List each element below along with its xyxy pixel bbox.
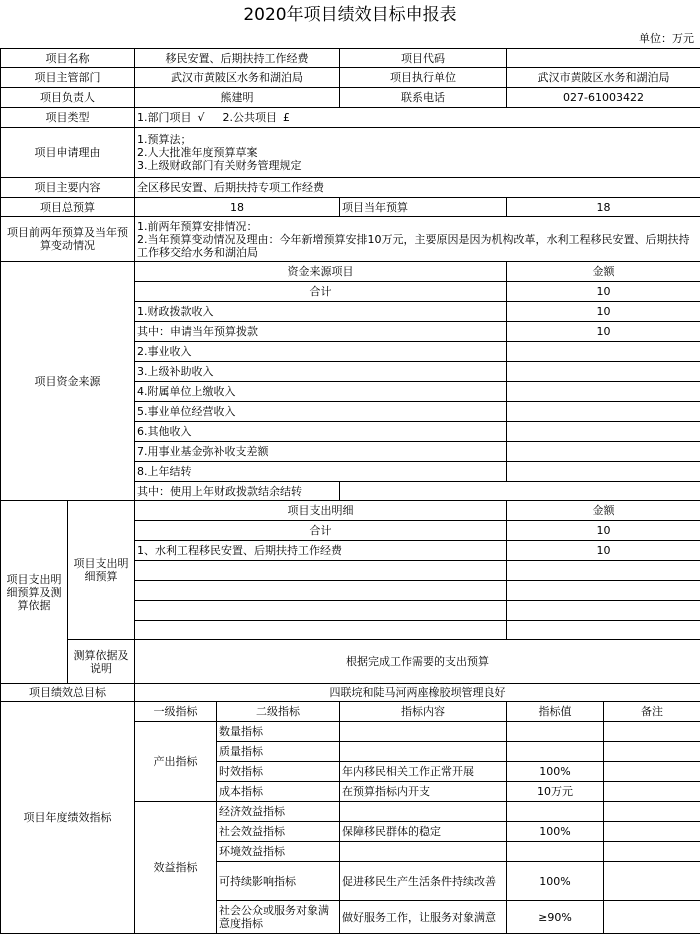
perf-indicator-value: 100%	[507, 862, 604, 901]
funding-item-amount: 10	[507, 302, 700, 322]
row-leader	[1, 88, 700, 108]
funding-item-label: 2.事业收入	[135, 342, 507, 362]
dept-value: 武汉市黄陂区水务和湖泊局	[135, 68, 340, 88]
perf-header-row	[1, 702, 700, 722]
unchecked-box-icon: £	[283, 111, 291, 124]
row-budget	[1, 198, 700, 217]
funding-item-label: 5.事业单位经营收入	[135, 402, 507, 422]
perf-indicator-value: ≥90%	[507, 901, 604, 934]
row-reason	[1, 128, 700, 178]
funding-item-label: 7.用事业基金弥补收支差额	[135, 442, 507, 462]
budget-change-label: 项目前两年预算及当年预算变动情况	[1, 217, 135, 262]
phone-value: 027-61003422	[507, 88, 700, 108]
perf-indicator-value	[507, 722, 604, 742]
funding-item-label: 合计	[135, 282, 507, 302]
type-option-public: 2.公共项目	[222, 111, 278, 124]
content-label: 项目主要内容	[1, 178, 135, 198]
funding-item-label: 8.上年结转	[135, 462, 507, 482]
row-type	[1, 108, 700, 128]
basis-value: 根据完成工作需要的支出预算	[135, 640, 700, 684]
budget-change-value: 1.前两年预算安排情况： 2.当年预算变动情况及理由：今年新增预算安排10万元，主要原因是因为机构改革，水利工程移民安置、后期扶持工作移交给水务和湖泊局	[135, 217, 700, 262]
perf-indicator-value: 10万元	[507, 782, 604, 802]
project-name-value: 移民安置、后期扶持工作经费	[135, 49, 340, 68]
expense-item-label: 1、水利工程移民安置、后期扶持工作经费	[135, 541, 507, 561]
reason-value: 1.预算法； 2.人大批准年度预算草案 3.上级财政部门有关财务管理规定	[135, 128, 700, 178]
output-indicator-label: 产出指标	[135, 722, 217, 802]
benefit-indicator-label: 效益指标	[135, 802, 217, 934]
perf-indicator-name: 可持续影响指标	[217, 862, 340, 901]
perf-indicator-name: 环境效益指标	[217, 842, 340, 862]
funding-item-amount	[507, 462, 700, 482]
funding-item-amount: 10	[507, 322, 700, 342]
perf-header-note: 备注	[604, 702, 700, 722]
funding-item-amount	[507, 442, 700, 462]
checked-mark-icon: √	[197, 111, 205, 124]
funding-item-amount: 10	[507, 282, 700, 302]
leader-label: 项目负责人	[1, 88, 135, 108]
perf-indicator-content	[340, 722, 507, 742]
perf-indicator-name: 经济效益指标	[217, 802, 340, 822]
unit-label: 单位：万元	[639, 32, 694, 45]
perf-section-label: 项目年度绩效指标	[1, 702, 135, 934]
phone-label: 联系电话	[340, 88, 507, 108]
row-project-name	[1, 49, 700, 68]
row-budget-change	[1, 217, 700, 262]
perf-header-content: 指标内容	[340, 702, 507, 722]
perf-indicator-value	[507, 802, 604, 822]
type-option-dept: 1.部门项目	[137, 111, 192, 124]
leader-value: 熊建明	[135, 88, 340, 108]
funding-item-amount	[507, 402, 700, 422]
expense-header-amount: 金额	[507, 501, 700, 521]
funding-header-item: 资金来源项目	[135, 262, 507, 282]
project-code-value	[507, 49, 700, 68]
basis-label: 测算依据及说明	[68, 640, 135, 684]
funding-item-label: 其中：申请当年预算拨款	[135, 322, 507, 342]
perf-header-level2: 二级指标	[217, 702, 340, 722]
funding-item-amount	[340, 482, 700, 501]
expense-total-label: 合计	[135, 521, 507, 541]
expense-header-row	[1, 501, 700, 521]
year-budget-value: 18	[507, 198, 700, 217]
year-budget-label: 项目当年预算	[340, 198, 507, 217]
funding-header-amount: 金额	[507, 262, 700, 282]
perf-indicator-name: 质量指标	[217, 742, 340, 762]
perf-indicator-name: 成本指标	[217, 782, 340, 802]
type-value	[135, 108, 700, 128]
funding-item-label: 1.财政拨款收入	[135, 302, 507, 322]
goal-label: 项目绩效总目标	[1, 684, 135, 702]
project-code-label: 项目代码	[340, 49, 507, 68]
perf-indicator-content: 做好服务工作，让服务对象满意	[340, 901, 507, 934]
dept-label: 项目主管部门	[1, 68, 135, 88]
content-value: 全区移民安置、后期扶持专项工作经费	[135, 178, 700, 198]
perf-header-value: 指标值	[507, 702, 604, 722]
funding-item-label: 4.附属单位上缴收入	[135, 382, 507, 402]
exec-unit-value: 武汉市黄陂区水务和湖泊局	[507, 68, 700, 88]
funding-item-label: 3.上级补助收入	[135, 362, 507, 382]
expense-section-label: 项目支出明细预算及测算依据	[1, 501, 68, 684]
type-label: 项目类型	[1, 108, 135, 128]
goal-row	[1, 684, 700, 702]
perf-indicator-name: 时效指标	[217, 762, 340, 782]
funding-item-amount	[507, 342, 700, 362]
page-title: 2020年项目绩效目标申报表	[243, 5, 457, 25]
expense-header-item: 项目支出明细	[135, 501, 507, 521]
reason-label: 项目申请理由	[1, 128, 135, 178]
row-dept	[1, 68, 700, 88]
perf-indicator-value	[507, 842, 604, 862]
perf-indicator-content: 促进移民生产生活条件持续改善	[340, 862, 507, 901]
funding-item-label: 其中：使用上年财政拨款结余结转	[135, 482, 340, 501]
expense-total-amount: 10	[507, 521, 700, 541]
total-budget-label: 项目总预算	[1, 198, 135, 217]
perf-indicator-content: 年内移民相关工作正常开展	[340, 762, 507, 782]
expense-sub-label: 项目支出明细预算	[68, 501, 135, 640]
funding-item-amount	[507, 422, 700, 442]
expense-item-amount: 10	[507, 541, 700, 561]
funding-item-amount	[507, 362, 700, 382]
perf-indicator-content	[340, 842, 507, 862]
exec-unit-label: 项目执行单位	[340, 68, 507, 88]
goal-value: 四联垸和陡马河两座橡胶坝管理良好	[135, 684, 700, 702]
perf-indicator-name: 社会公众或服务对象满意度指标	[217, 901, 340, 934]
funding-item-label: 6.其他收入	[135, 422, 507, 442]
perf-indicator-content: 在预算指标内开支	[340, 782, 507, 802]
perf-header-level1: 一级指标	[135, 702, 217, 722]
funding-item-amount	[507, 382, 700, 402]
perf-indicator-value	[507, 742, 604, 762]
funding-header-row	[1, 262, 700, 282]
perf-indicator-value: 100%	[507, 762, 604, 782]
perf-indicator-content	[340, 802, 507, 822]
total-budget-value: 18	[135, 198, 340, 217]
perf-indicator-name: 社会效益指标	[217, 822, 340, 842]
project-name-label: 项目名称	[1, 49, 135, 68]
performance-form	[0, 48, 700, 934]
perf-indicator-content	[340, 742, 507, 762]
perf-indicator-name: 数量指标	[217, 722, 340, 742]
expense-basis-row	[1, 640, 700, 684]
row-content	[1, 178, 700, 198]
funding-section-label: 项目资金来源	[1, 262, 135, 501]
perf-indicator-value: 100%	[507, 822, 604, 842]
perf-indicator-content: 保障移民群体的稳定	[340, 822, 507, 842]
